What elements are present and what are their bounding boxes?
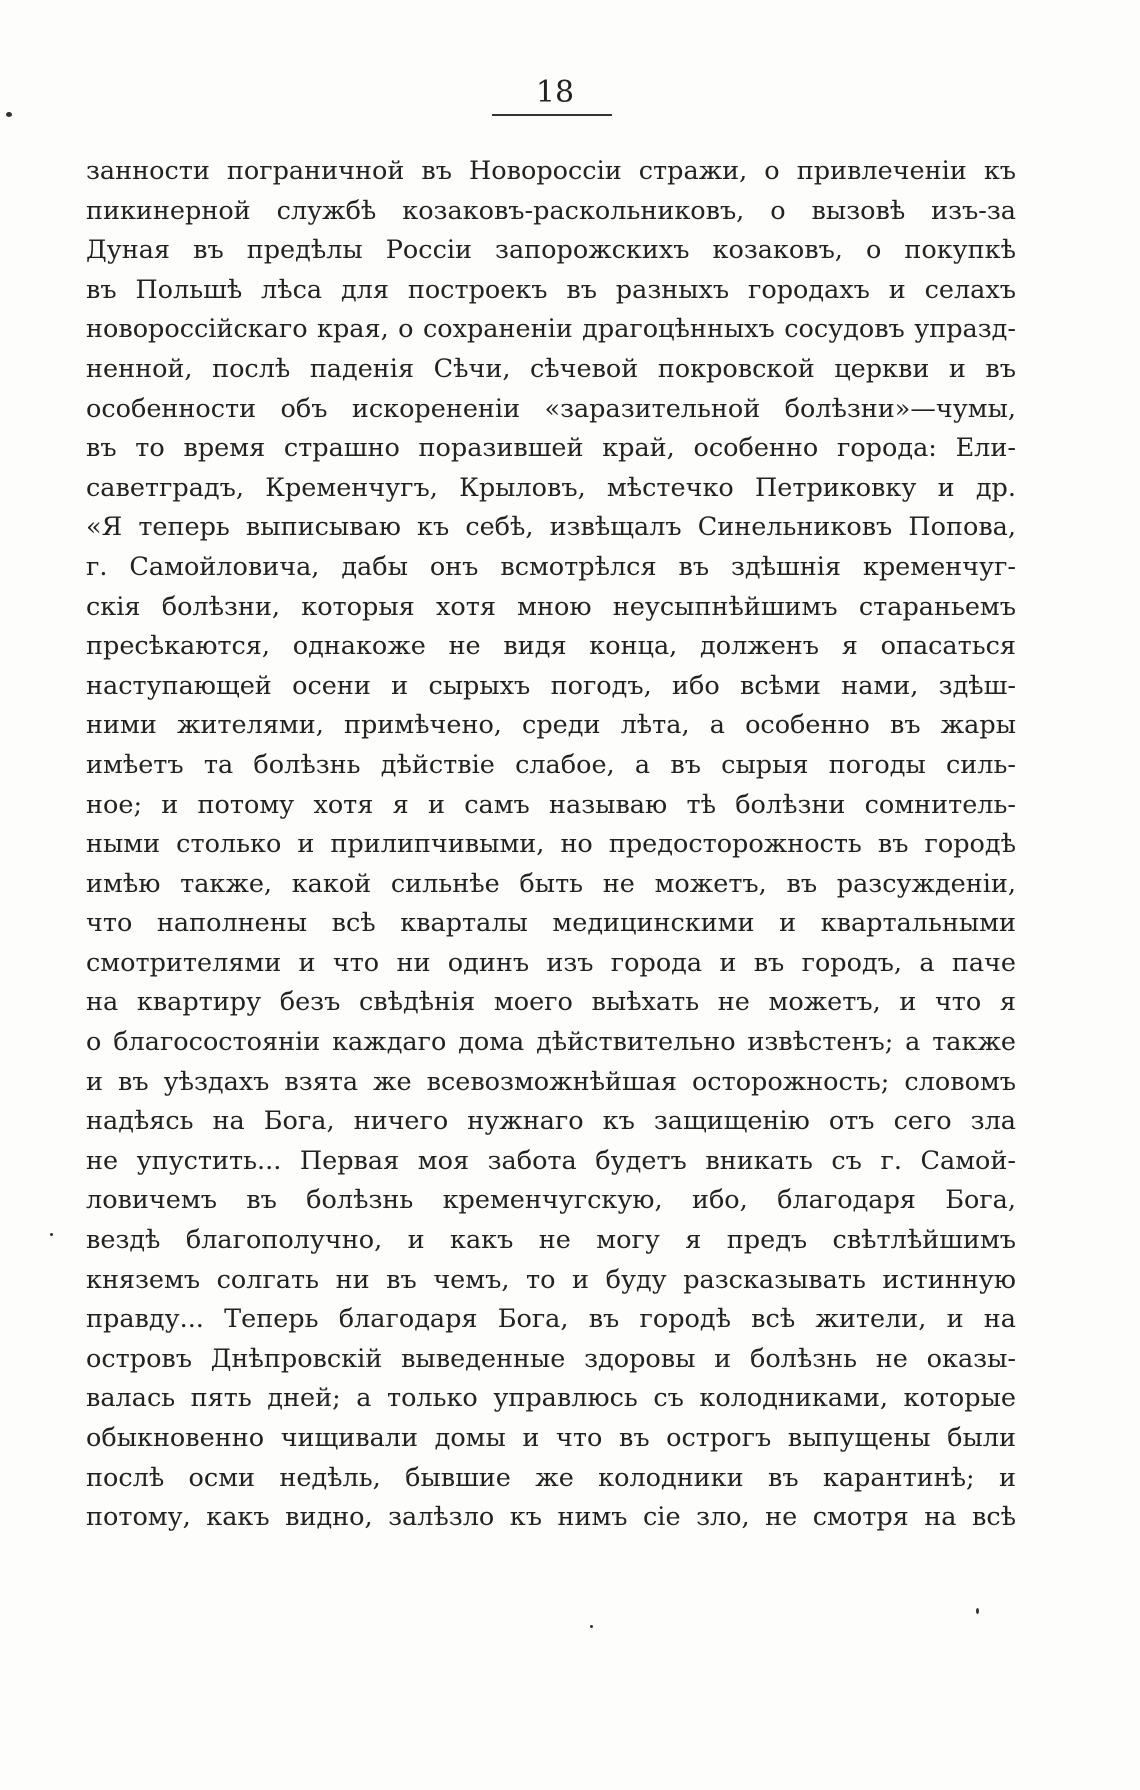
margin-speck: [50, 1233, 53, 1236]
text-line: занности пограничной въ Новороссіи стражи, о привлеченіи къ: [86, 156, 1016, 186]
text-line: пресѣкаются, однакоже не видя конца, долженъ я опасаться: [86, 631, 1016, 662]
text-line: ными столько и прилипчивыми, но предосторожность въ городѣ: [86, 829, 1016, 860]
text-line: и въ уѣздахъ взята же всевозможнѣйшая осторожность; словомъ: [86, 1066, 1016, 1097]
text-line: скія болѣзни, которыя хотя мною неусыпнѣйшимъ стараньемъ: [86, 591, 1016, 622]
text-line: правду... Теперь благодаря Бога, въ городѣ всѣ жители, и на: [86, 1304, 1016, 1335]
text-line: что наполнены всѣ кварталы медицинскими и квартальными: [86, 908, 1016, 939]
page-number: 18: [535, 75, 575, 110]
text-line: наступающей осени и сырыхъ погодъ, ибо всѣми нами, здѣш-: [86, 670, 1016, 701]
text-line: ловичемъ въ болѣзнь кременчугскую, ибо, благодаря Бога,: [86, 1185, 1016, 1216]
text-line: въ то время страшно поразившей край, особенно города: Ели-: [86, 433, 1016, 464]
page-number-rule: [492, 114, 612, 116]
text-line: саветградъ, Кременчугъ, Крыловъ, мѣстечко Петриковку и др.: [86, 472, 1016, 503]
text-line: вездѣ благополучно, и какъ не могу я предъ свѣтлѣйшимъ: [86, 1225, 1016, 1256]
text-line: княземъ солгать ни въ чемъ, то и буду разсказывать истинную: [86, 1264, 1016, 1295]
text-line: не упустить... Первая моя забота будетъ вникать съ г. Самой-: [86, 1145, 1016, 1176]
text-line: смотрителями и что ни одинъ изъ города и въ городъ, а паче: [86, 947, 1016, 978]
text-line: ное; и потому хотя я и самъ называю тѣ болѣзни сомнитель-: [86, 789, 1016, 820]
text-line: имѣю также, какой сильнѣе быть не можетъ, въ разсужденіи,: [86, 868, 1016, 899]
text-line: надѣясь на Бога, ничего нужнаго къ защищенію отъ сего зла: [86, 1106, 1016, 1137]
text-line: новороссійскаго края, о сохраненіи драгоцѣнныхъ сосудовъ упразд-: [86, 314, 1016, 345]
text-line: имѣетъ та болѣзнь дѣйствіе слабое, а въ сырыя погоды силь-: [86, 749, 1016, 780]
text-line: о благосостояніи каждаго дома дѣйствительно извѣстенъ; а также: [86, 1027, 1016, 1058]
body-text: [86, 152, 1016, 1538]
text-line: въ Польшѣ лѣса для построекъ въ разныхъ городахъ и селахъ: [86, 274, 1016, 305]
margin-speck: [6, 112, 12, 117]
text-line: Дуная въ предѣлы Россіи запорожскихъ козаковъ, о покупкѣ: [86, 235, 1016, 266]
text-line: послѣ осми недѣль, бывшие же колодники въ карантинѣ; и: [86, 1462, 1016, 1493]
text-line: пикинерной службѣ козаковъ-раскольниковъ, о вызовѣ изъ-за: [86, 195, 1016, 226]
text-line: «Я теперь выписываю къ себѣ, извѣщалъ Синельниковъ Попова,: [86, 512, 1016, 543]
text-line: ненной, послѣ паденія Сѣчи, сѣчевой покровской церкви и въ: [86, 353, 1016, 384]
margin-speck: [976, 1608, 979, 1614]
text-line: потому, какъ видно, залѣзло къ нимъ сіе зло, не смотря на всѣ: [86, 1502, 1016, 1533]
text-line: валась пять дней; а только управлюсь съ колодниками, которые: [86, 1383, 1016, 1414]
text-line: г. Самойловича, дабы онъ всмотрѣлся въ здѣшнія кременчуг-: [86, 551, 1016, 582]
margin-speck: [590, 1625, 593, 1628]
text-line: обыкновенно чищивали домы и что въ острогъ выпущены были: [86, 1423, 1016, 1453]
text-line: островъ Днѣпровскій выведенные здоровы и болѣзнь не оказы-: [86, 1343, 1016, 1374]
text-line: ними жителями, примѣчено, среди лѣта, а особенно въ жары: [86, 710, 1016, 741]
text-line: на квартиру безъ свѣдѣнія моего выѣхать не можетъ, и что я: [86, 987, 1016, 1018]
text-line: особенности объ искорененіи «заразительной болѣзни»—чумы,: [86, 393, 1016, 424]
